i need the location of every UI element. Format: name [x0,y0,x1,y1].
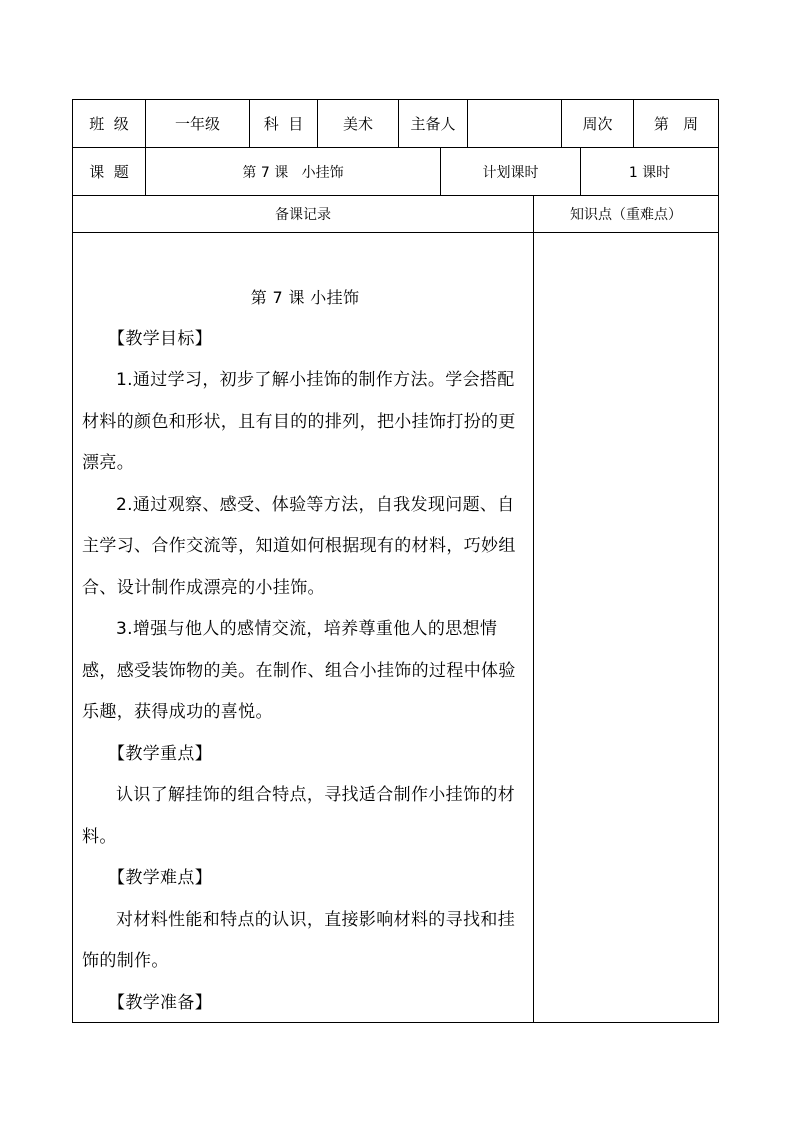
goals-header: 【教学目标】 [108,328,213,349]
hours-value: 1 课时 [628,164,671,181]
class-value: 一年级 [146,100,250,147]
topic-value: 第 7 课 小挂饰 [146,148,441,195]
subject-label: 科 目 [250,100,318,147]
hours-label: 计划课时 [441,148,581,195]
header-row [72,99,719,147]
lesson-record-cell [73,233,534,1022]
key-points-header: 【教学重点】 [108,743,213,764]
lesson-record-text [82,277,528,1024]
goal-2: 2.通过观察、感受、体验等方法，自我发现问题、自主学习、合作交流等，知道如何根据现有的材料，巧妙组合、设计制作成漂亮的小挂饰。 [82,494,516,598]
preparation-header: 【教学准备】 [108,992,213,1013]
difficulty-header: 【教学难点】 [108,868,213,888]
knowledge-header: 知识点（重难点） [570,207,682,223]
knowledge-points-cell [534,233,718,1022]
key-points-text: 认识了解挂饰的组合特点，寻找适合制作小挂饰的材料。 [82,785,516,847]
content-row [72,232,719,1023]
topic-row [72,147,719,195]
goal-3: 3.增强与他人的感情交流，培养尊重他人的思想情感，感受装饰物的美。在制作、组合小挂饰的过程中体验乐趣，获得成功的喜悦。 [82,619,516,722]
goal-1: 1.通过学习，初步了解小挂饰的制作方法。学会搭配材料的颜色和形状，且有目的的排列，把小挂饰打扮的更漂亮。 [82,370,516,473]
section-header-row [72,195,719,232]
preparer-value [468,100,562,147]
subject-value: 美术 [318,100,399,147]
class-label: 班 级 [73,100,146,147]
week-label: 周次 [562,100,634,147]
topic-label: 课 题 [73,148,146,195]
preparer-label: 主备人 [399,100,468,147]
lesson-title: 第 7 课 小挂饰 [250,288,360,307]
difficulty-text: 对材料性能和特点的认识，直接影响材料的寻找和挂饰的制作。 [82,909,516,971]
record-header: 备课记录 [73,196,534,232]
week-value: 第 周 [653,115,699,133]
